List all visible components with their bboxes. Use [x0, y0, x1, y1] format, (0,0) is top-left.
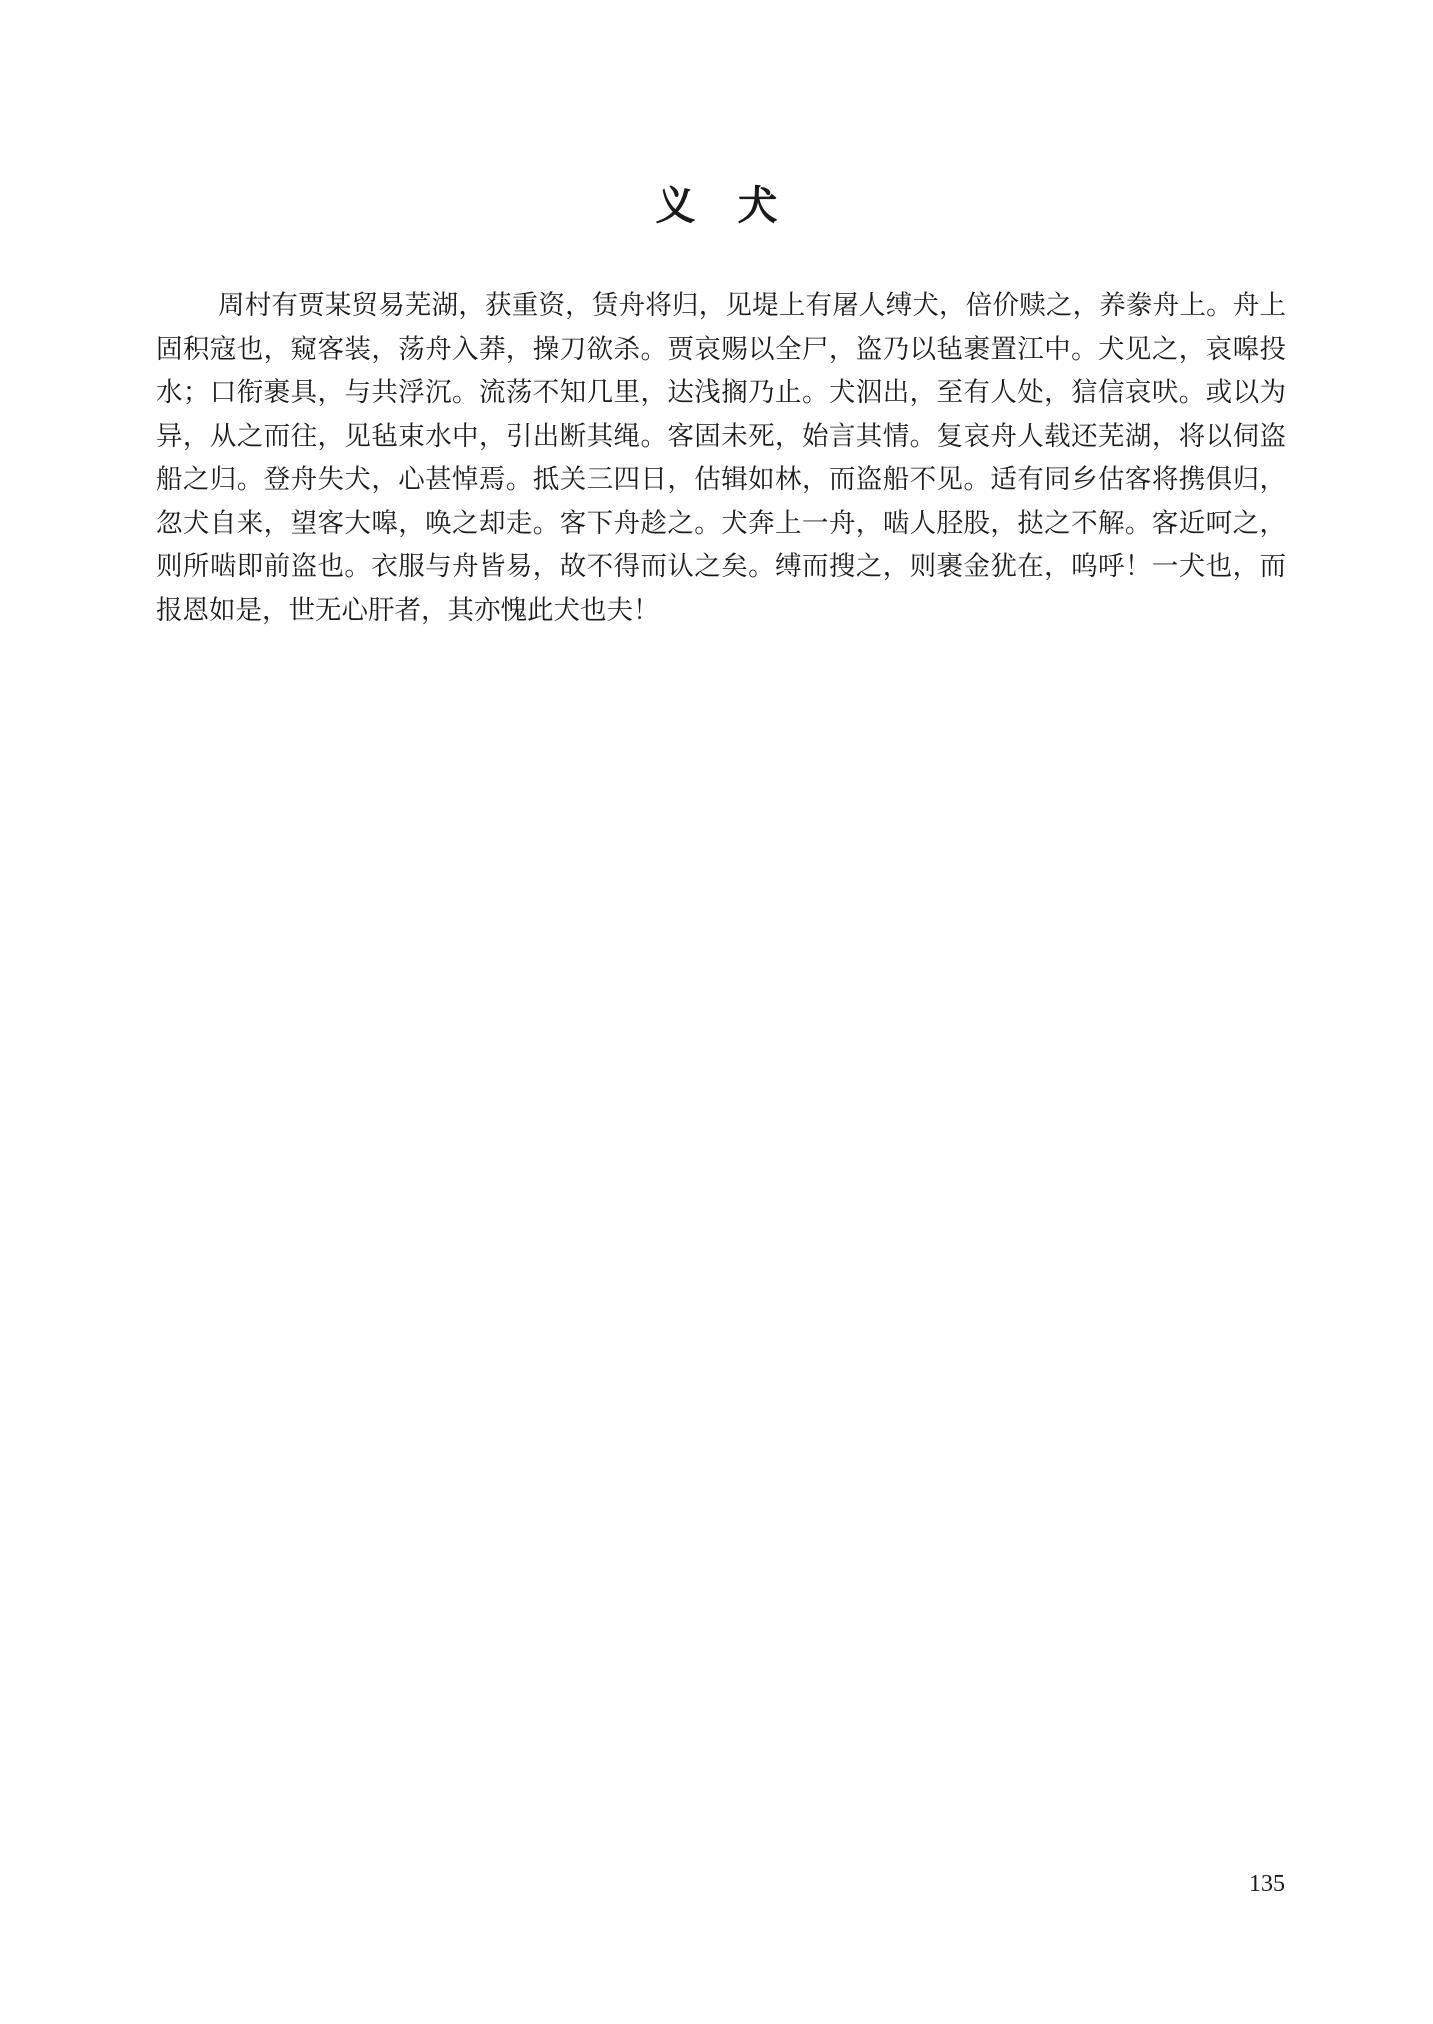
page-number: 135 — [1249, 1871, 1285, 1897]
page-title: 义犬 — [655, 183, 820, 229]
body-paragraph: 周村有贾某贸易芜湖，获重资，赁舟将归，见堤上有屠人缚犬，倍价赎之，养豢舟上。舟上固积寇也，窥客装，荡舟入莽，操刀欲杀。贾哀赐以全尸，盗乃以毡裹置江中。犬见之，哀嗥投水；口衔裹具，与共浮沉。流荡不知几里，达浅搁乃止。犬泅出，至有人处，狺信哀吠。或以为异，从之而往，见毡束水中，引出断其绳。客固未死，始言其情。复哀舟人载还芜湖，将以伺盗船之归。登舟失犬，心甚悼焉。抵关三四日，估辑如林，而盗船不见。适有同乡估客将携俱归，忽犬自来，望客大嗥，唤之却走。客下舟趁之。犬奔上一舟，啮人胫股，挞之不解。客近呵之，则所啮即前盗也。衣服与舟皆易，故不得而认之矣。缚而搜之，则裹金犹在，呜呼！一犬也，而报恩如是，世无心肝者，其亦愧此犬也夫！ — [156, 290, 1286, 626]
